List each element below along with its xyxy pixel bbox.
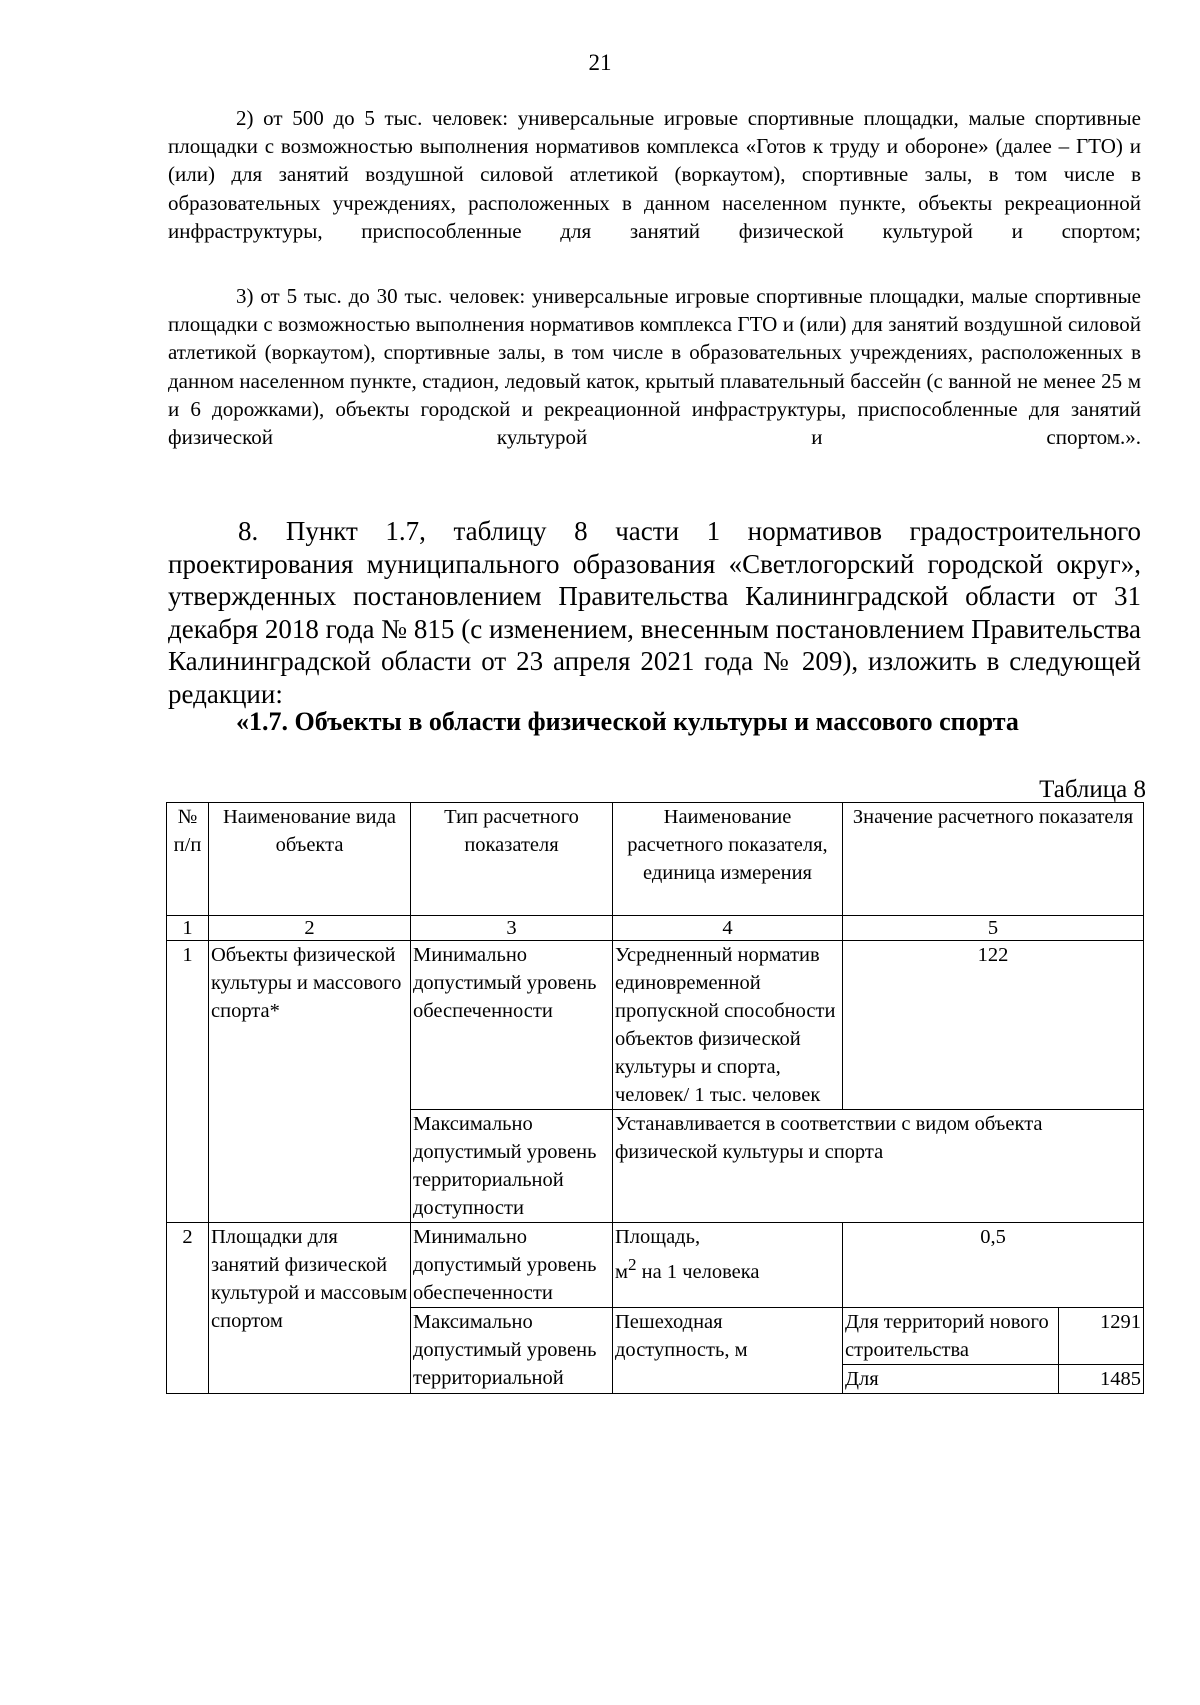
row1-min-type: Минимально допустимый уровень обеспеченности xyxy=(411,941,613,1110)
row2-min-value: 0,5 xyxy=(843,1223,1144,1308)
paragraph-point-8-text: 8. Пункт 1.7, таблицу 8 части 1 нормативов градостроительного проектирования муниципального образования «Светлогорский городской округ», утвержденных постановлением Правительства Калининградской области от 31 декабря 2018 года № 815 (с изменением, внесенным постановлением Правительства Калининградской области от 23 апреля 2021 года № 209), изложить в следующей редакции: xyxy=(168,516,1141,709)
col-number-3: 3 xyxy=(411,916,613,941)
row2-min-indicator-unit: м xyxy=(615,1260,628,1283)
col-number-2: 2 xyxy=(209,916,411,941)
paragraph-item-3-text: 3) от 5 тыс. до 30 тыс. человек: универсальные игровые спортивные площадки, малые спортивные площадки с возможностью выполнения нормативов комплекса ГТО и (или) для занятий воздушной силовой атлетикой (воркаутом), спортивные залы, в том числе в образовательных учреждениях, расположенных в данном населенном пункте, стадион, ледовый каток, крытый плавательный бассейн (с ванной не менее 25 м и 6 дорожками), объекты городской и рекреационной инфраструктуры, приспособленные для занятий физической культурой и спортом.». xyxy=(168,284,1141,450)
header-name: Наименование вида объекта xyxy=(209,803,411,916)
col-number-1: 1 xyxy=(167,916,209,941)
row2-min-type: Минимально допустимый уровень обеспеченности xyxy=(411,1223,613,1308)
paragraph-item-2-text: 2) от 500 до 5 тыс. человек: универсальные игровые спортивные площадки, малые спортивные площадки с возможностью выполнения нормативов комплекса «Готов к труду и обороне» (далее – ГТО) и (или) для занятий воздушной силовой атлетикой (воркаутом), спортивные залы, в том числе в образовательных учреждениях, расположенных в данном населенном пункте, объекты рекреационной инфраструктуры, приспособленные для занятий физической культурой и спортом; xyxy=(168,106,1141,243)
table-row xyxy=(167,941,1144,1110)
row2-name: Площадки для занятий физической культурой и массовым спортом xyxy=(209,1223,411,1394)
header-type: Тип расчетного показателя xyxy=(411,803,613,916)
row2-min-indicator xyxy=(613,1223,843,1308)
row2-max-type: Максимально допустимый уровень территориальной xyxy=(411,1308,613,1394)
norms-table xyxy=(166,802,1144,1394)
paragraph-point-8 xyxy=(168,515,1141,710)
row1-name: Объекты физической культуры и массового спорта* xyxy=(209,941,411,1223)
row2-sub2-label: Для xyxy=(843,1365,1059,1394)
row1-min-indicator: Усредненный норматив единовременной пропускной способности объектов физической культуры и спорта, человек/ 1 тыс. человек xyxy=(613,941,843,1110)
row2-sub1-label: Для территорий нового строительства xyxy=(843,1308,1059,1365)
row1-max-text: Устанавливается в соответствии с видом объекта физической культуры и спорта xyxy=(613,1110,1144,1223)
row2-min-indicator-rest: на 1 человека xyxy=(636,1260,760,1283)
header-num: № п/п xyxy=(167,803,209,916)
paragraph-item-2 xyxy=(168,104,1141,245)
header-value: Значение расчетного показателя xyxy=(843,803,1144,916)
row2-min-indicator-sup: 2 xyxy=(627,1255,637,1274)
table-header-row xyxy=(167,803,1144,916)
paragraph-item-3 xyxy=(168,282,1141,451)
page-number: 21 xyxy=(588,50,612,75)
row2-sub2-value: 1485 xyxy=(1059,1365,1144,1394)
section-heading: «1.7. Объекты в области физической культуры и массового спорта xyxy=(236,707,1019,736)
table-caption: Таблица 8 xyxy=(1039,776,1146,803)
row2-num: 2 xyxy=(167,1223,209,1394)
table-column-numbers-row xyxy=(167,916,1144,941)
table-row xyxy=(167,1223,1144,1308)
row1-max-type: Максимально допустимый уровень территориальной доступности xyxy=(411,1110,613,1223)
header-indicator: Наименование расчетного показателя, единица измерения xyxy=(613,803,843,916)
row2-min-indicator-text: Площадь, xyxy=(615,1226,701,1248)
row1-min-value: 122 xyxy=(843,941,1144,1110)
col-number-4: 4 xyxy=(613,916,843,941)
row2-sub1-value: 1291 xyxy=(1059,1308,1144,1365)
row2-max-indicator: Пешеходная доступность, м xyxy=(613,1308,843,1394)
col-number-5: 5 xyxy=(843,916,1144,941)
row1-num: 1 xyxy=(167,941,209,1223)
